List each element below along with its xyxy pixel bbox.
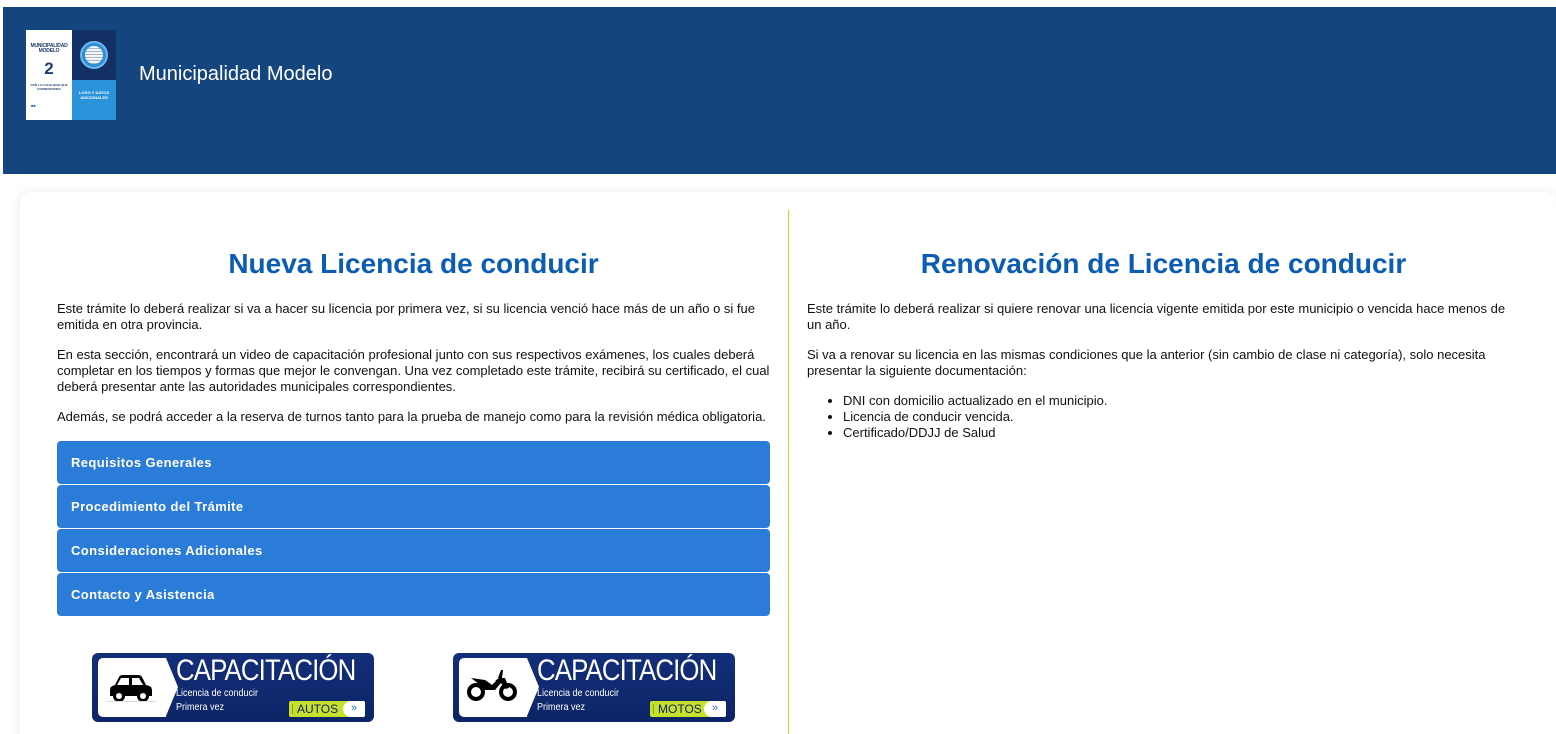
- logo-title: MUNICIPALIDAD MODELO: [30, 43, 68, 54]
- accordion-procedimiento-tramite[interactable]: Procedimiento del Trámite: [57, 485, 770, 528]
- new-license-title: Nueva Licencia de conducir: [228, 248, 599, 279]
- document-item: • DNI con domicilio actualizado en el municipio.: [843, 393, 1520, 409]
- municipality-logo[interactable]: [26, 30, 116, 120]
- new-license-section: [57, 210, 770, 716]
- banner-line-1: Licencia de conducir: [537, 688, 620, 699]
- banner-line-2: Primera vez: [176, 702, 225, 713]
- motorcycle-icon: [465, 666, 519, 702]
- banner-tag-autos[interactable]: [289, 701, 365, 717]
- logo-left-panel: [26, 30, 72, 120]
- column-divider: [788, 210, 789, 734]
- emblem-icon: [80, 41, 108, 69]
- banner-tag-label: AUTOS: [297, 702, 339, 716]
- flag-icon: ■■: [31, 103, 36, 108]
- logo-note: LOGO Y DATOS ADICIONALES: [72, 80, 116, 120]
- logo-number: 2: [44, 59, 54, 78]
- new-license-paragraph: En esta sección, encontrará un video de capacitación profesional junto con sus respectivos exámenes, los cuales deberá completar en los tiempos y formas que mejor le convengan. Una vez completado este trámite, recibirá su certificado, el cual deberá presentar ante las autoridades municipales correspondientes.: [57, 347, 770, 394]
- document-item: • Certificado/DDJJ de Salud: [843, 425, 1520, 441]
- accordion-contacto-asistencia[interactable]: Contacto y Asistencia: [57, 573, 770, 616]
- site-title: Municipalidad Modelo: [139, 63, 333, 85]
- logo-emblem-area: [72, 30, 116, 80]
- training-banner-motos[interactable]: [453, 653, 735, 722]
- required-documents-list: [807, 393, 1520, 441]
- car-icon: [106, 672, 156, 704]
- renewal-title: Renovación de Licencia de conducir: [920, 248, 1407, 279]
- banner-subtitle: [176, 687, 258, 715]
- training-banners: [92, 653, 735, 723]
- banner-title: CAPACITACIÓN: [176, 654, 356, 687]
- banner-line-2: Primera vez: [537, 702, 586, 713]
- banner-icon-box: [459, 658, 527, 717]
- banner-tag-motos[interactable]: [650, 701, 726, 717]
- new-license-paragraph: Este trámite lo deberá realizar si va a hacer su licencia por primera vez, si su licencia venció hace más de un año o si fue emitida en otra provincia.: [57, 301, 756, 332]
- logo-subtitle: CON LA LOCALIDAD QUE CORRESPONDA: [30, 83, 68, 91]
- info-accordion: [57, 441, 770, 616]
- new-license-paragraph: Además, se podrá acceder a la reserva de turnos tanto para la prueba de manejo como para la revisión médica obligatoria.: [57, 409, 766, 424]
- banner-subtitle: [537, 687, 619, 715]
- training-banner-autos[interactable]: [92, 653, 374, 722]
- banner-icon-box: [98, 658, 166, 717]
- document-item: • Licencia de conducir vencida.: [843, 409, 1520, 425]
- site-header: [3, 7, 1556, 174]
- logo-right-panel: [72, 30, 116, 120]
- renewal-section: [807, 210, 1520, 441]
- double-chevron-right-icon: »: [704, 701, 726, 717]
- accordion-requisitos-generales[interactable]: Requisitos Generales: [57, 441, 770, 484]
- emblem-inner: [85, 46, 103, 64]
- banner-tag-label: MOTOS: [658, 702, 702, 716]
- banner-line-1: Licencia de conducir: [176, 688, 259, 699]
- accordion-consideraciones-adicionales[interactable]: Consideraciones Adicionales: [57, 529, 770, 572]
- double-chevron-right-icon: »: [343, 701, 365, 717]
- banner-title: CAPACITACIÓN: [537, 654, 717, 687]
- renewal-paragraph: Este trámite lo deberá realizar si quiere renovar una licencia vigente emitida por este municipio o vencida hace menos de un año.: [807, 301, 1506, 332]
- renewal-paragraph: Si va a renovar su licencia en las mismas condiciones que la anterior (sin cambio de clase ni categoría), solo necesita presentar la siguiente documentación:: [807, 347, 1486, 378]
